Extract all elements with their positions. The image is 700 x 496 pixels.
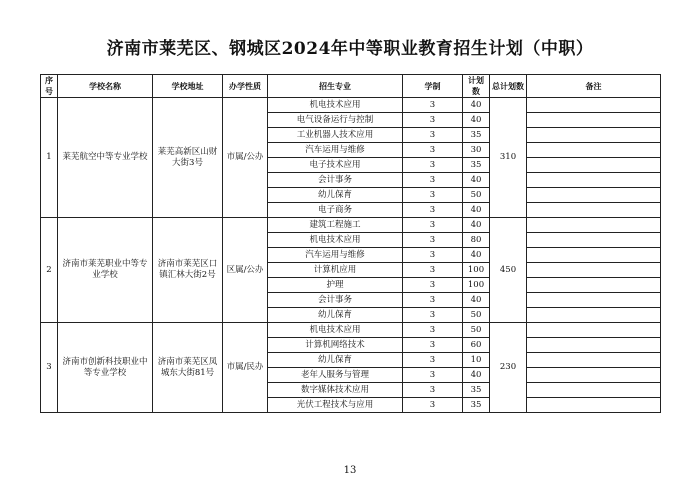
major-plan: 35 xyxy=(463,158,490,173)
remarks-cell xyxy=(527,203,661,218)
major-name: 电子商务 xyxy=(268,203,403,218)
major-plan: 40 xyxy=(463,203,490,218)
major-plan: 35 xyxy=(463,128,490,143)
header-school-name: 学校名称 xyxy=(58,75,153,98)
major-years: 3 xyxy=(403,323,463,338)
school-name: 莱芜航空中等专业学校 xyxy=(58,98,153,218)
major-plan: 60 xyxy=(463,338,490,353)
major-years: 3 xyxy=(403,278,463,293)
major-plan: 40 xyxy=(463,293,490,308)
major-plan: 35 xyxy=(463,383,490,398)
major-name: 会计事务 xyxy=(268,173,403,188)
remarks-cell xyxy=(527,128,661,143)
header-school-address: 学校地址 xyxy=(153,75,223,98)
school-seq: 2 xyxy=(41,218,58,323)
major-years: 3 xyxy=(403,398,463,413)
remarks-cell xyxy=(527,338,661,353)
major-plan: 40 xyxy=(463,113,490,128)
page-number: 13 xyxy=(343,465,357,476)
header-remarks: 备注 xyxy=(527,75,661,98)
remarks-cell xyxy=(527,368,661,383)
major-years: 3 xyxy=(403,128,463,143)
remarks-cell xyxy=(527,263,661,278)
school-address: 莱芜高新区山财大街3号 xyxy=(153,98,223,218)
school-nature: 市属/公办 xyxy=(223,98,268,218)
header-school-nature: 办学性质 xyxy=(223,75,268,98)
header-major: 招生专业 xyxy=(268,75,403,98)
major-years: 3 xyxy=(403,353,463,368)
major-years: 3 xyxy=(403,293,463,308)
remarks-cell xyxy=(527,173,661,188)
major-name: 幼儿保育 xyxy=(268,188,403,203)
major-plan: 80 xyxy=(463,233,490,248)
major-years: 3 xyxy=(403,113,463,128)
school-seq: 3 xyxy=(41,323,58,413)
school-name: 济南市莱芜职业中等专业学校 xyxy=(58,218,153,323)
major-name: 计算机网络技术 xyxy=(268,338,403,353)
major-years: 3 xyxy=(403,158,463,173)
major-plan: 100 xyxy=(463,263,490,278)
major-years: 3 xyxy=(403,383,463,398)
major-name: 幼儿保育 xyxy=(268,308,403,323)
major-years: 3 xyxy=(403,188,463,203)
table-header-row xyxy=(41,75,661,98)
table-row xyxy=(41,218,661,233)
remarks-cell xyxy=(527,248,661,263)
major-name: 汽车运用与维修 xyxy=(268,143,403,158)
major-years: 3 xyxy=(403,98,463,113)
major-plan: 50 xyxy=(463,188,490,203)
major-years: 3 xyxy=(403,218,463,233)
table-row xyxy=(41,98,661,113)
remarks-cell xyxy=(527,143,661,158)
major-years: 3 xyxy=(403,248,463,263)
page-title: 济南市莱芜区、钢城区2024年中等职业教育招生计划（中职） xyxy=(106,39,594,59)
enrollment-plan-table xyxy=(40,74,661,413)
major-name: 机电技术应用 xyxy=(268,98,403,113)
major-years: 3 xyxy=(403,203,463,218)
major-plan: 50 xyxy=(463,308,490,323)
school-name: 济南市创新科技职业中等专业学校 xyxy=(58,323,153,413)
remarks-cell xyxy=(527,233,661,248)
major-plan: 30 xyxy=(463,143,490,158)
header-plan: 计划数 xyxy=(463,75,490,98)
major-name: 建筑工程施工 xyxy=(268,218,403,233)
major-years: 3 xyxy=(403,233,463,248)
major-plan: 40 xyxy=(463,218,490,233)
header-total-plan: 总计划数 xyxy=(490,75,527,98)
major-years: 3 xyxy=(403,308,463,323)
remarks-cell xyxy=(527,113,661,128)
major-years: 3 xyxy=(403,173,463,188)
remarks-cell xyxy=(527,308,661,323)
major-name: 汽车运用与维修 xyxy=(268,248,403,263)
remarks-cell xyxy=(527,158,661,173)
major-years: 3 xyxy=(403,368,463,383)
major-name: 工业机器人技术应用 xyxy=(268,128,403,143)
school-nature: 区属/公办 xyxy=(223,218,268,323)
major-plan: 50 xyxy=(463,323,490,338)
remarks-cell xyxy=(527,293,661,308)
major-name: 会计事务 xyxy=(268,293,403,308)
major-plan: 40 xyxy=(463,98,490,113)
remarks-cell xyxy=(527,218,661,233)
major-name: 机电技术应用 xyxy=(268,233,403,248)
school-total: 450 xyxy=(490,218,527,323)
major-plan: 35 xyxy=(463,398,490,413)
school-seq: 1 xyxy=(41,98,58,218)
major-name: 计算机应用 xyxy=(268,263,403,278)
remarks-cell xyxy=(527,383,661,398)
major-years: 3 xyxy=(403,338,463,353)
table-row xyxy=(41,323,661,338)
major-years: 3 xyxy=(403,143,463,158)
major-years: 3 xyxy=(403,263,463,278)
major-name: 数字媒体技术应用 xyxy=(268,383,403,398)
major-plan: 10 xyxy=(463,353,490,368)
remarks-cell xyxy=(527,353,661,368)
school-nature: 市属/民办 xyxy=(223,323,268,413)
header-years: 学制 xyxy=(403,75,463,98)
major-name: 机电技术应用 xyxy=(268,323,403,338)
major-plan: 40 xyxy=(463,173,490,188)
major-name: 电子技术应用 xyxy=(268,158,403,173)
school-address: 济南市莱芜区口镇汇林大街2号 xyxy=(153,218,223,323)
major-plan: 100 xyxy=(463,278,490,293)
major-plan: 40 xyxy=(463,248,490,263)
remarks-cell xyxy=(527,98,661,113)
major-name: 护理 xyxy=(268,278,403,293)
remarks-cell xyxy=(527,398,661,413)
school-total: 230 xyxy=(490,323,527,413)
remarks-cell xyxy=(527,278,661,293)
major-plan: 40 xyxy=(463,368,490,383)
major-name: 幼儿保育 xyxy=(268,353,403,368)
major-name: 电气设备运行与控制 xyxy=(268,113,403,128)
remarks-cell xyxy=(527,323,661,338)
remarks-cell xyxy=(527,188,661,203)
school-total: 310 xyxy=(490,98,527,218)
major-name: 光伏工程技术与应用 xyxy=(268,398,403,413)
school-address: 济南市莱芜区凤城东大街81号 xyxy=(153,323,223,413)
major-name: 老年人服务与管理 xyxy=(268,368,403,383)
header-seq: 序号 xyxy=(41,75,58,98)
